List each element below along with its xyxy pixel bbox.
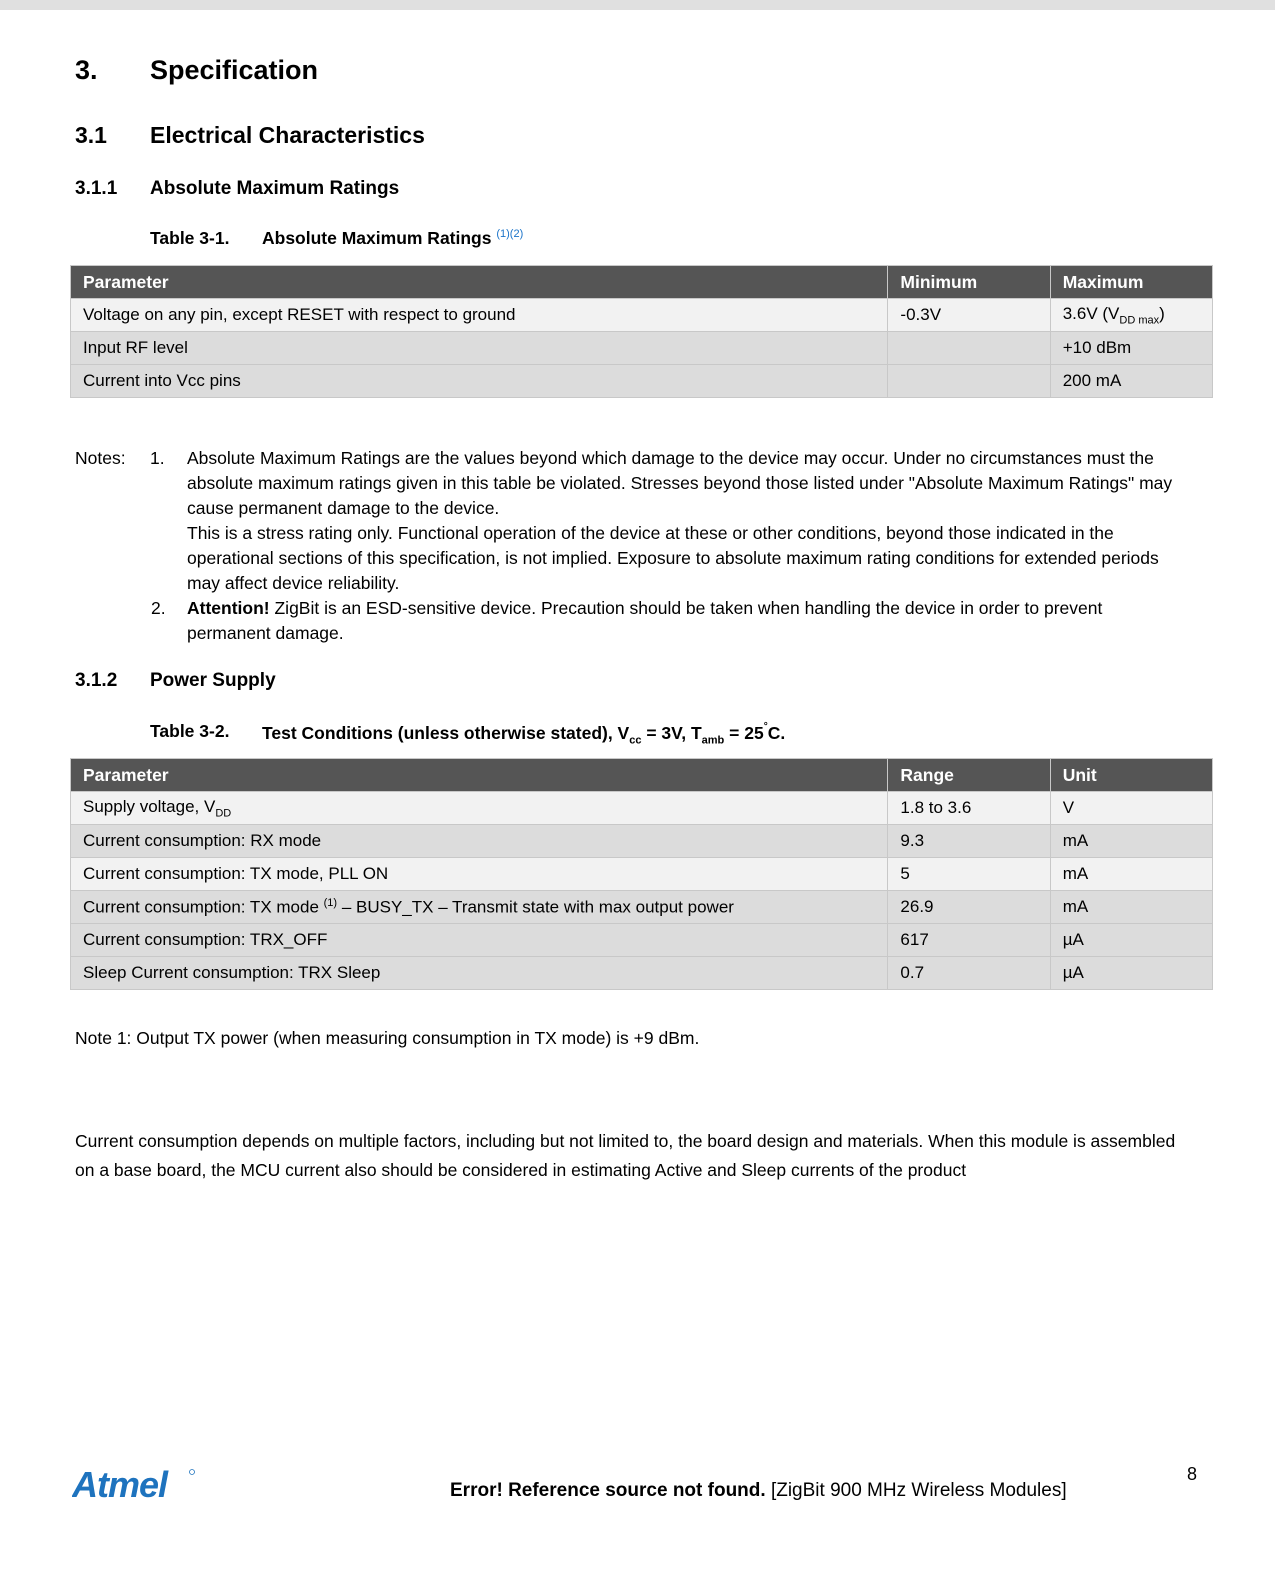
subsection-title: Electrical Characteristics (150, 122, 425, 148)
cell-param: Current consumption: RX mode (71, 825, 888, 858)
cell-range: 1.8 to 3.6 (888, 792, 1050, 825)
note-1-text: Absolute Maximum Ratings are the values beyond which damage to the device may occur. Under no circumstances must the absolute maximum ratings given in this table be violated. Stresses beyond those listed under "Absolute Maximum Ratings" may cause permanent damage to the device. (187, 448, 1173, 518)
cell-param: Sleep Current consumption: TRX Sleep (71, 957, 888, 990)
cell-unit: mA (1050, 891, 1212, 924)
table2-header-unit: Unit (1050, 759, 1212, 792)
sub2-number: 3.1.2 (75, 670, 118, 691)
cell-param: Current into Vcc pins (71, 365, 888, 398)
sub2-heading (75, 670, 675, 696)
cell-unit: mA (1050, 825, 1212, 858)
table-row (71, 891, 1213, 924)
cell-max: 200 mA (1050, 365, 1212, 398)
notes-label: Notes: (75, 448, 126, 468)
cell-range: 9.3 (888, 825, 1050, 858)
note-1-number: 1. (150, 448, 165, 468)
atmel-logo-text: Atmel (72, 1466, 168, 1504)
table-row (71, 365, 1213, 398)
table1-title: Absolute Maximum Ratings (262, 228, 492, 248)
cell-unit: mA (1050, 858, 1212, 891)
table-absolute-max-ratings (70, 265, 1213, 398)
cell-unit: µA (1050, 957, 1212, 990)
cell-range: 0.7 (888, 957, 1050, 990)
cell-param: Current consumption: TX mode, PLL ON (71, 858, 888, 891)
table-power-supply (70, 758, 1213, 990)
cell-min (888, 365, 1050, 398)
table-row (71, 957, 1213, 990)
note-2-attention: Attention! (187, 598, 270, 618)
table-row (71, 924, 1213, 957)
table1-header-minimum: Minimum (888, 266, 1050, 299)
table-row (71, 332, 1213, 365)
sub2-title: Power Supply (150, 670, 276, 691)
section-heading (75, 55, 675, 91)
consumption-paragraph: Current consumption depends on multiple factors, including but not limited to, the board design and materials. When this module is assembled on a base board, the MCU current also should be considered in estimating Active and Sleep currents of the product (75, 1131, 1176, 1180)
table1-caption (150, 228, 1050, 252)
page-number: 8 (1187, 1464, 1198, 1484)
table1-refs[interactable]: (1)(2) (496, 228, 524, 240)
table2-title: Test Conditions (unless otherwise stated), $V_{cc} = 3V$, $T_{amb} = 25^\circ C$. (262, 721, 786, 747)
sub1-heading (75, 178, 675, 204)
table1-header-maximum: Maximum (1050, 266, 1212, 299)
cell-unit: µA (1050, 924, 1212, 957)
table1-label: Table 3-1. (150, 228, 230, 248)
cell-max: +10 dBm (1050, 332, 1212, 365)
atmel-logo (72, 1466, 196, 1504)
table-row (71, 825, 1213, 858)
table2-header-range: Range (888, 759, 1050, 792)
table2-header-parameter: Parameter (71, 759, 888, 792)
note-2-text: ZigBit is an ESD-sensitive device. Precaution should be taken when handling the device in order to prevent permanent damage. (187, 598, 1103, 643)
section-number: 3. (75, 55, 98, 85)
sub1-number: 3.1.1 (75, 178, 118, 199)
table1-header-parameter: Parameter (71, 266, 888, 299)
cell-param: Input RF level (71, 332, 888, 365)
table-row (71, 299, 1213, 332)
cell-unit: V (1050, 792, 1212, 825)
subsection-number: 3.1 (75, 122, 107, 148)
note-1-text-2: This is a stress rating only. Functional operation of the device at these or other conditions, beyond those indicated in the operational sections of this specification, is not implied. Exposure to absolute maximum rating conditions for extended periods may affect device reliability. (187, 523, 1159, 593)
cell-param: Current consumption: TX mode $^{(1)}$ – BUSY_TX – Transmit state with max output power (71, 891, 888, 924)
cell-param: Supply voltage, $V_{DD}$ (71, 792, 888, 825)
cell-param: Voltage on any pin, except RESET with respect to ground (71, 299, 888, 332)
cell-range: 26.9 (888, 891, 1050, 924)
note-2-number: 2. (151, 598, 166, 618)
subsection-heading (75, 122, 675, 152)
top-bar (0, 0, 1275, 10)
footer-text (450, 1480, 1067, 1502)
cell-max: 3.6V $(V_{DD max})$ (1050, 299, 1212, 332)
note-tx-power: Note 1: Output TX power (when measuring consumption in TX mode) is +9 dBm. (75, 1028, 700, 1048)
cell-min: -0.3V (888, 299, 1050, 332)
section-title: Specification (150, 55, 319, 85)
cell-range: 617 (888, 924, 1050, 957)
table2-caption (150, 721, 1050, 745)
sub1-title: Absolute Maximum Ratings (150, 178, 400, 199)
cell-param: Current consumption: TRX_OFF (71, 924, 888, 957)
table2-label: Table 3-2. (150, 721, 230, 741)
footer-doc-title: [ZigBit 900 MHz Wireless Modules] (765, 1480, 1067, 1501)
table-row (71, 792, 1213, 825)
footer-error-text[interactable]: Error! Reference source not found. (450, 1480, 766, 1501)
cell-min (888, 332, 1050, 365)
cell-range: 5 (888, 858, 1050, 891)
table-row (71, 858, 1213, 891)
